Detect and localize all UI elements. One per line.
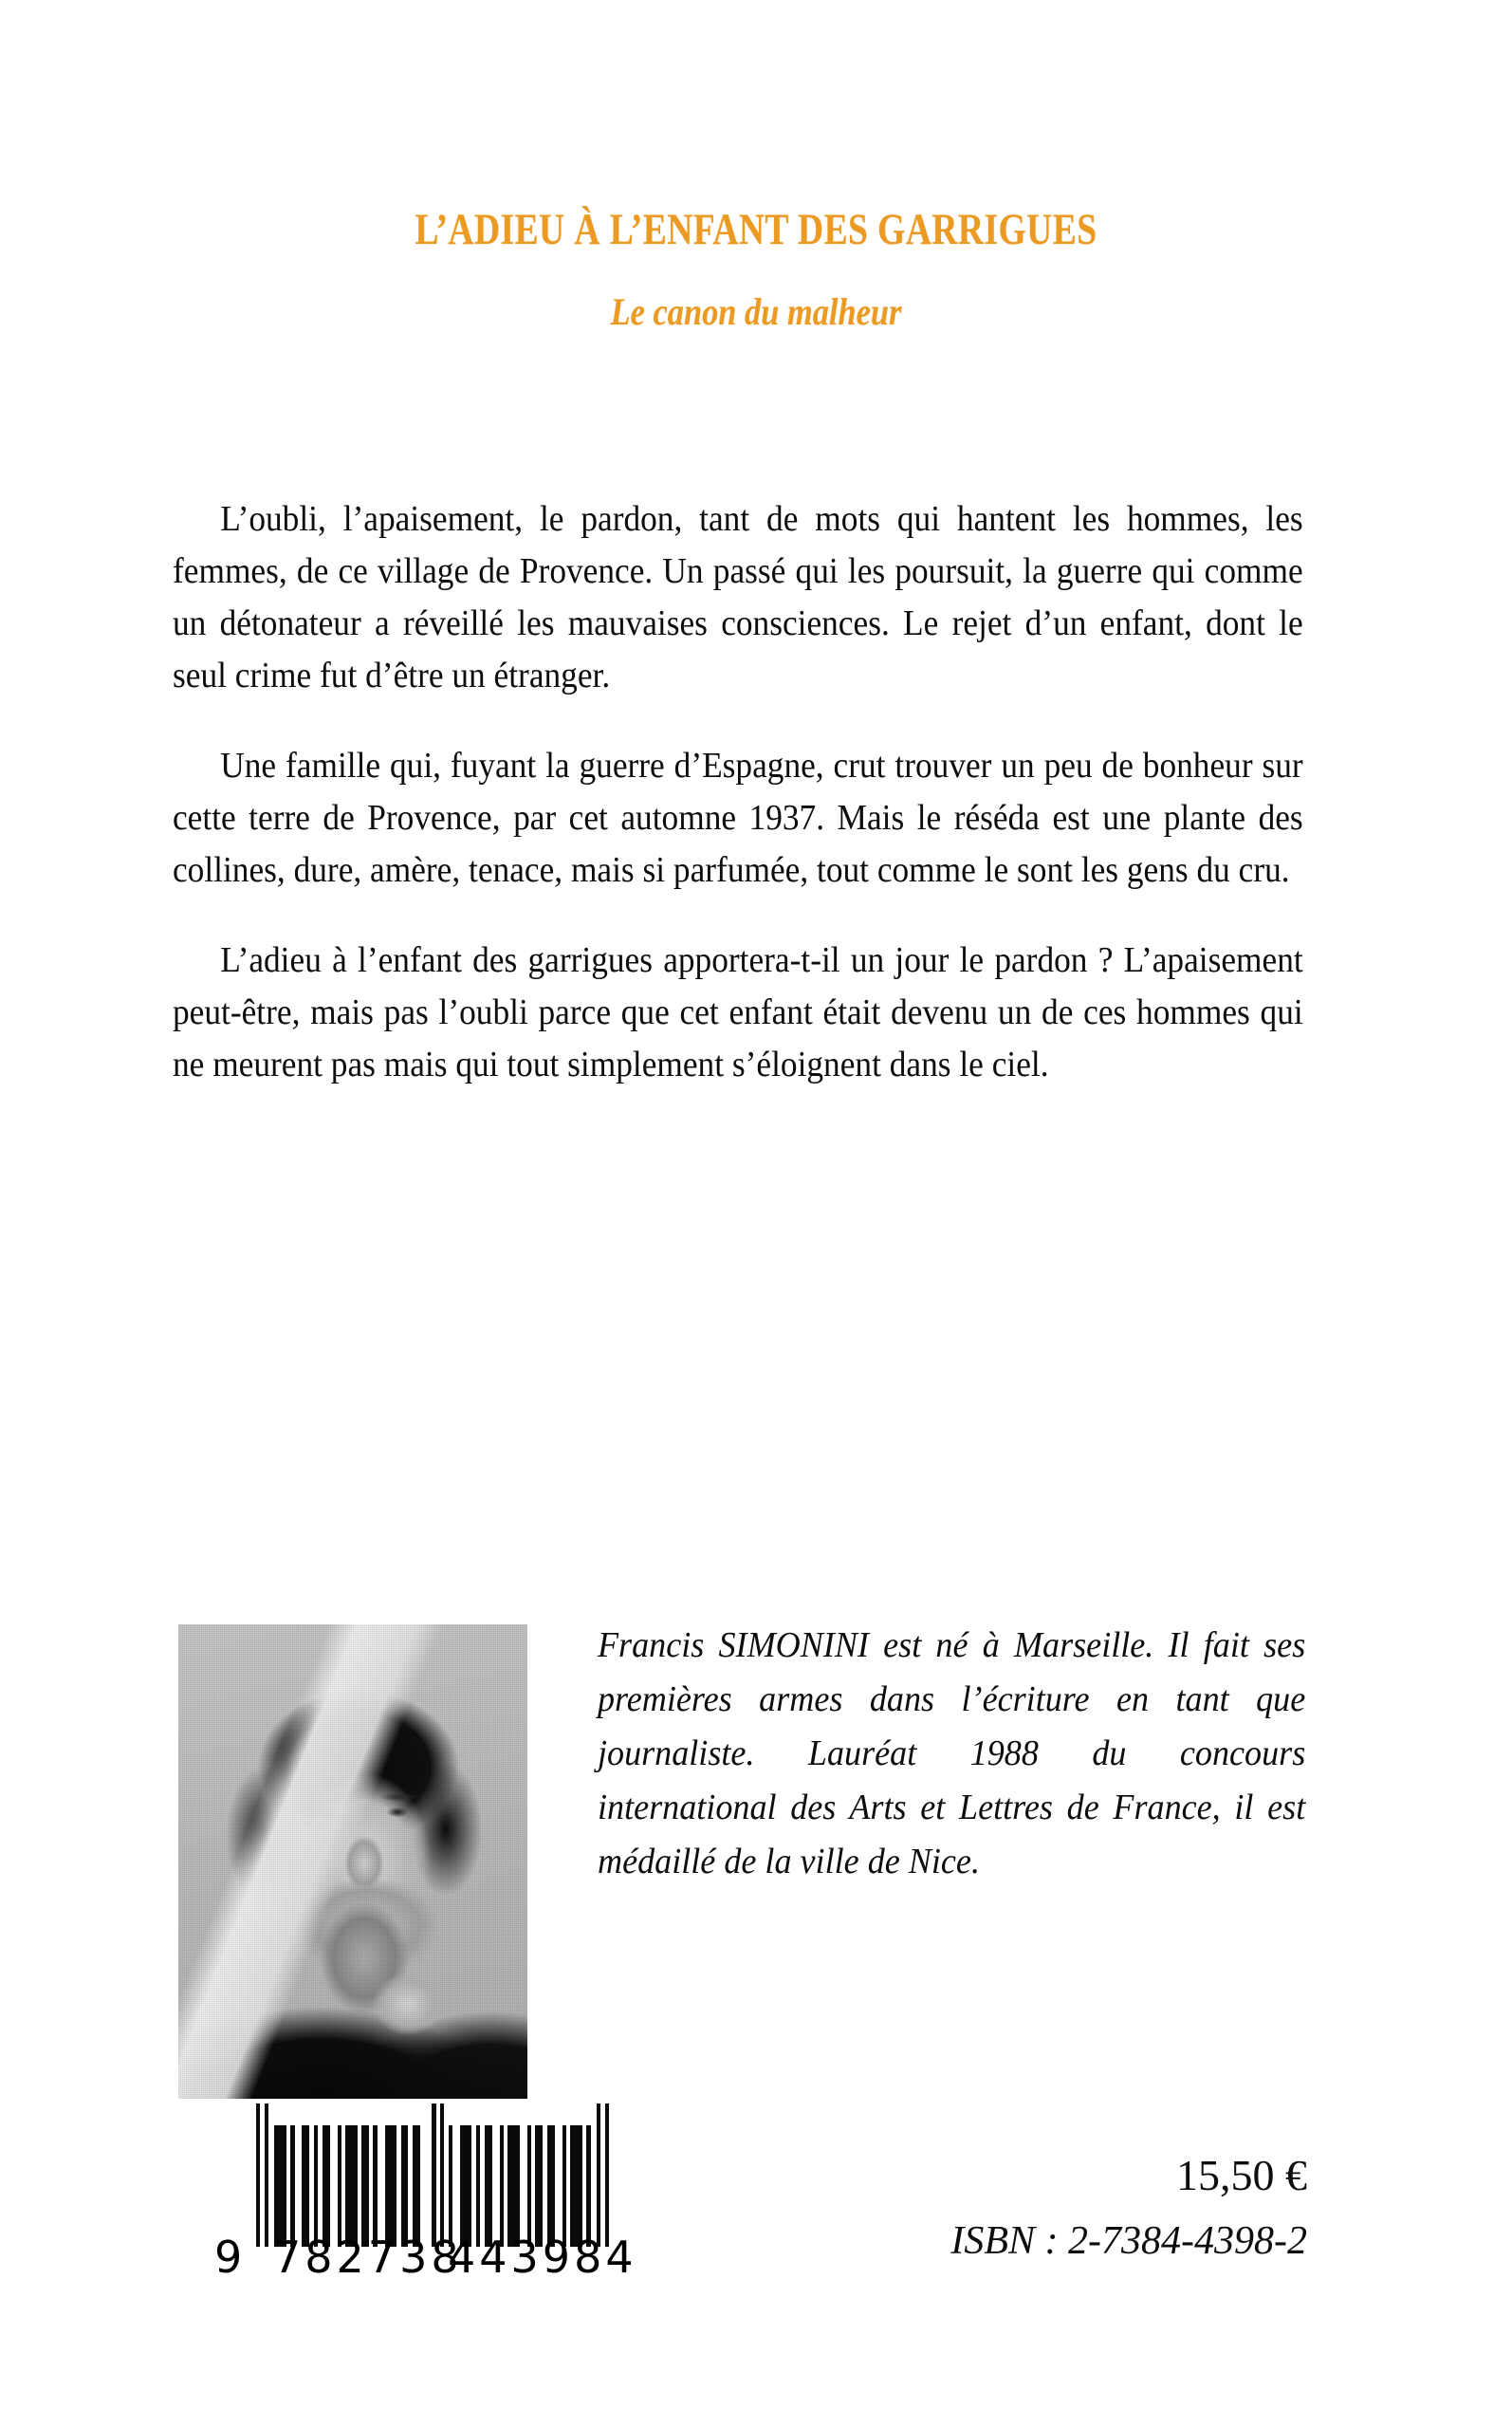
barcode: [214, 2125, 637, 2283]
footer-block: [0, 2125, 1512, 2344]
barcode-lead-digit: 9: [214, 2232, 244, 2283]
author-bio-text: Francis SIMONINI est né à Marseille. Il fait ses premières armes dans l’écriture en tant que journaliste. Lauréat 1988 du concours international des Arts et Lettres de France, il est médaillé de la ville de Nice.: [598, 1625, 1306, 1881]
blurb-paragraph-2: Une famille qui, fuyant la guerre d’Espagne, crut trouver un peu de bonheur sur cette terre de Provence, par cet automne 1937. Mais le réséda est une plante des collines, dure, amère, tenace, mais si parfumée, tout comme le sont les gens du cru.: [173, 746, 1303, 890]
price-isbn-block: [950, 2148, 1307, 2264]
title-block: [0, 207, 1512, 334]
barcode-digits: [214, 2232, 637, 2283]
blurb-paragraph-1: L’oubli, l’apaisement, le pardon, tant de mots qui hantent les hommes, les femmes, de ce village de Provence. Un passé qui les poursuit, la guerre qui comme un détonateur a réveillé les mauvaises consciences. Le rejet d’un enfant, dont le seul crime fut d’être un étranger.: [173, 499, 1303, 695]
blurb-paragraph-3: L’adieu à l’enfant des garrigues apportera-t-il un jour le pardon ? L’apaisement peut-être, mais pas l’oubli parce que cet enfant était devenu un de ces hommes qui ne meurent pas mais qui tout simplement s’éloignent dans le ciel.: [173, 940, 1303, 1084]
page-subtitle: Le canon du malheur: [610, 290, 902, 334]
isbn-label: ISBN : 2-7384-4398-2: [950, 2218, 1307, 2263]
author-bio-block: [598, 1619, 1305, 1889]
author-portrait-photo: [178, 1624, 527, 2099]
barcode-left-group: 782738: [273, 2232, 463, 2283]
barcode-bars: [256, 2125, 609, 2247]
price-label: 15,50 €: [1176, 2151, 1307, 2199]
page-title: L’ADIEU À L’ENFANT DES GARRIGUES: [415, 205, 1097, 254]
blurb-text-block: [173, 493, 1303, 1091]
barcode-right-group: 443984: [448, 2232, 637, 2283]
